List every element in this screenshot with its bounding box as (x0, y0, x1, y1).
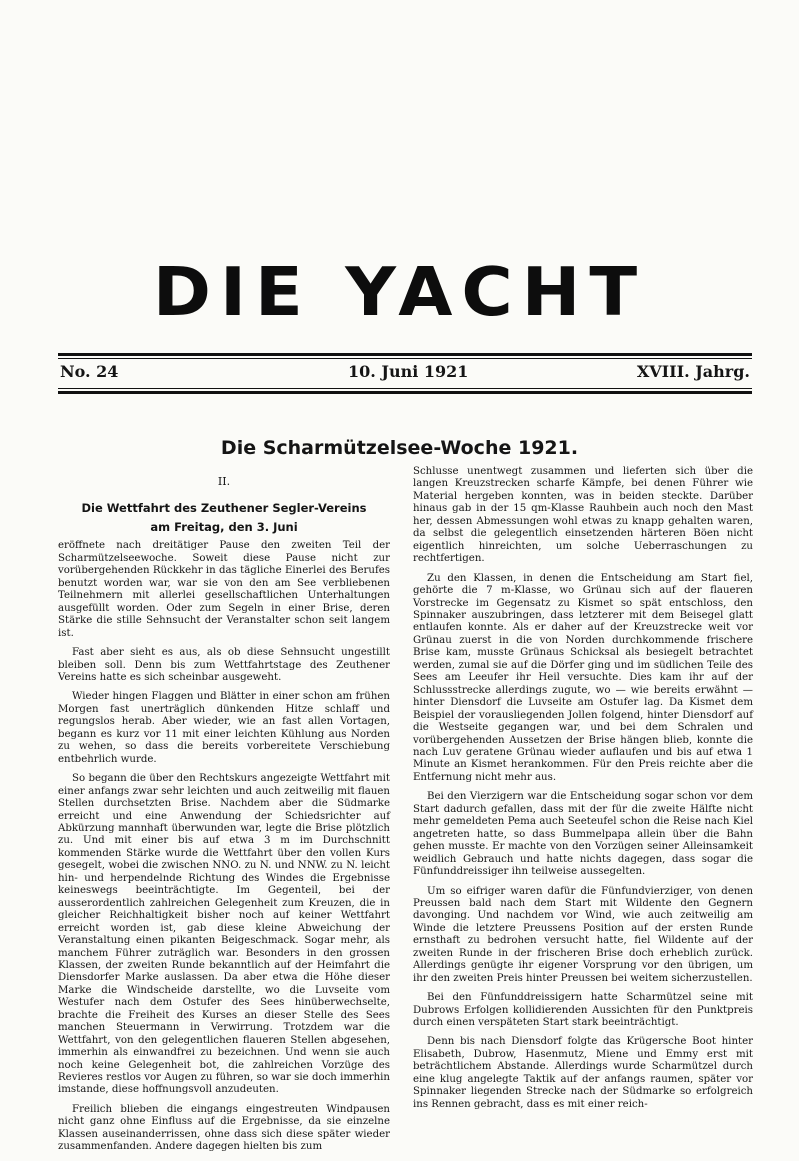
subtitle-line-1: Die Wettfahrt des Zeuthener Segler-Vereins (81, 501, 367, 516)
top-rule-thick (58, 353, 752, 356)
left-column (58, 476, 390, 1161)
article-title: Die Scharmützelsee-Woche 1921. (220, 437, 579, 459)
paragraph: Denn bis nach Diensdorf folgte das Krügersche Boot hinter Elisabeth, Dubrow, Hasenmutz, Miene und Emmy erst mit beträchtlichem Abstande. Allerdings wurde Scharmützel durch eine klug angelegte Taktik auf der anfangs raumen, später vor Spinnaker liegenden Strecke nach der Südmarke so erfolgreich ins Rennen gebracht, dass es mit einer reich- (413, 1036, 753, 1110)
paragraph: Fast aber sieht es aus, als ob diese Sehnsucht ungestillt bleiben soll. Denn bis zum Wettfahrtstage des Zeuthener Vereins hatte es sich scheinbar ausgeweht. (58, 647, 390, 683)
paragraph: Zu den Klassen, in denen die Entscheidung am Start fiel, gehörte die 7 m-Klasse, wo Grünau sich auf der flaueren Vorstrecke im Gegensatz zu Kismet so spät entschloss, den Spinnaker auszubringen, dass letzterer mit dem Beisegel glatt entlaufen konnte. Als er daher auf der Kreuzstrecke weit vor Grünau zuerst in die von Norden durchkommende frischere Brise kam, musste Grünaus Schicksal als besiegelt betrachtet werden, zumal sie auf die Dörfer ging und im südlichen Teile des Sees am Leeufer ihr Heil versuchte. Dies kam ihr auf der Schlussstrecke allerdings zugute, wo — wie bereits erwähnt — hinter Diensdorf die Luvseite am Ostufer lag. Da Kismet dem Beispiel der vorausliegenden Jollen folgend, hinter Diensdorf auf die Westseite gegangen war, und bei dem Schralen und vorübergehenden Aussetzen der Brise hängen blieb, konnte die nach Luv geratene Grünau wieder auflaufen und bis auf etwa 1 Minute an Kismet herankommen. Für den Preis reichte aber die Entfernung nicht mehr aus. (413, 572, 753, 783)
paragraph: Um so eifriger waren dafür die Fünfundvierziger, von denen Preussen bald nach dem Start mit Wildente den Gegnern davonging. Und nachdem vor Wind, wie auch zeitweilig am Winde die letztere Preussens Position auf der ersten Runde ernsthaft zu bedrohen versucht hatte, fiel Wildente auf der zweiten Runde in der frischeren Brise doch erheblich zurück. Allerdings genügte ihr eigener Vorsprung vor den übrigen, um ihr den zweiten Preis hinter Preussen bei weitem sicherzustellen. (413, 885, 753, 984)
paragraph: Bei den Vierzigern war die Entscheidung sogar schon vor dem Start dadurch gefallen, dass mit der für die zweite Hälfte nicht mehr gemeldeten Pema auch Seeteufel schon die Reise nach Kiel angetreten hatte, so dass Bummelpapa allein über die Bahn gehen musste. Er machte von den Vorzügen seiner Alleinsamkeit weidlich Gebrauch und hatte nichts dagegen, dass sogar die Fünfunddreissiger ihn teilweise aussegelten. (413, 791, 753, 878)
paragraph: eröffnete nach dreitätiger Pause den zweiten Teil der Scharmützelseewoche. Soweit diese Pause nicht zur vorübergehenden Rückkehr in das tägliche Einerlei des Berufes benutzt worden war, war sie von den am See verbliebenen Teilnehmern mit allerlei gesellschaftlichen Unterhaltungen ausgefüllt worden. Oder zum Segeln in einer Brise, deren Stärke die stille Sehnsucht der Veranstalter schon seit langem ist. (58, 540, 390, 639)
issue-bar (60, 362, 750, 384)
top-rule-thin (58, 358, 752, 359)
section-number: II. (217, 475, 231, 488)
bottom-rule-thick (58, 391, 752, 394)
issue-number: No. 24 (60, 362, 119, 381)
subtitle-line-2: am Freitag, den 3. Juni (150, 520, 298, 535)
paragraph: Schlusse unentwegt zusammen und lieferten sich über die langen Kreuzstrecken scharfe Kämpfe, bei denen Führer wie Material hergeben konnten, was in beiden steckte. Darüber hinaus gab in der 15 qm-Klasse Rauhbein auch noch den Mast her, dessen Abmessungen wohl etwas zu knapp gehalten waren, da selbst die gelegentlich einsetzenden härteren Böen nicht eigentlich hinreichten, um solche Ueberraschungen zu rechtfertigen. (413, 466, 753, 565)
right-column (413, 466, 753, 1118)
paragraph: Wieder hingen Flaggen und Blätter in einer schon am frühen Morgen fast unerträglich dünkenden Hitze schlaff und regungslos herab. Aber wieder, wie an fast allen Vortagen, begann es kurz vor 11 mit einer leichten Kühlung aus Norden zu wehen, so dass die bereits vorbereitete Verschiebung entbehrlich wurde. (58, 691, 390, 765)
paragraph: So begann die über den Rechtskurs angezeigte Wettfahrt mit einer anfangs zwar sehr leichten und auch zeitweilig mit flauen Stellen durchsetzten Brise. Nachdem aber die Südmarke erreicht und eine Anwendung der Schiedsrichter auf Abkürzung mannhaft überwunden war, legte die Brise plötzlich zu. Und mit einer bis auf etwa 3 m im Durchschnitt kommenden Stärke wurde die Wettfahrt über den vollen Kurs gesegelt, wobei die zwischen NNO. zu N. und NNW. zu N. leicht hin- und herpendelnde Richtung des Windes die Ergebnisse keineswegs beeinträchtigte. Im Gegenteil, bei der ausserordentlich zahlreichen Gelegenheit zum Kreuzen, die in gleicher Reichhaltigkeit bisher noch auf keiner Wettfahrt erreicht worden ist, gab diese kleine Abweichung der Veranstaltung einen pikanten Beigeschmack. Sogar mehr, als manchem Führer zuträglich war. Besonders in den grossen Klassen, der zweiten Runde bekanntlich auf der Heimfahrt die Diensdorfer Marke auslassen. Da aber etwa die Höhe dieser Marke die Windscheide darstellte, wo die Luvseite vom Westufer nach dem Ostufer des Sees hinüberwechselte, brachte die Freiheit des Kurses an dieser Stelle des Sees manchen Steuermann in Verwirrung. Trotzdem war die Wettfahrt, von den gelegentlichen flaueren Stellen abgesehen, immerhin als einwandfrei zu bezeichnen. Und wenn sie auch noch keine Gelegenheit bot, die zahlreichen Vorzüge des Revieres restlos vor Augen zu führen, so war sie doch immerhin imstande, diese hoffnungsvoll anzudeuten. (58, 773, 390, 1096)
paragraph: Freilich blieben die eingangs eingestreuten Windpausen nicht ganz ohne Einfluss auf die Ergebnisse, da sie einzelne Klassen auseinanderrissen, ohne dass sich diese später wieder zusammenfanden. Andere dagegen hielten bis zum (58, 1103, 390, 1153)
bottom-rule-thin (58, 388, 752, 389)
issue-volume: XVIII. Jahrg. (636, 362, 750, 381)
masthead-title: DIE YACHT (152, 253, 647, 331)
paragraph: Bei den Fünfunddreissigern hatte Scharmützel seine mit Dubrows Erfolgen kollidierenden Aussichten für den Punktpreis durch einen verspäteten Start stark beeinträchtigt. (413, 992, 753, 1029)
issue-date: 10. Juni 1921 (348, 362, 469, 381)
